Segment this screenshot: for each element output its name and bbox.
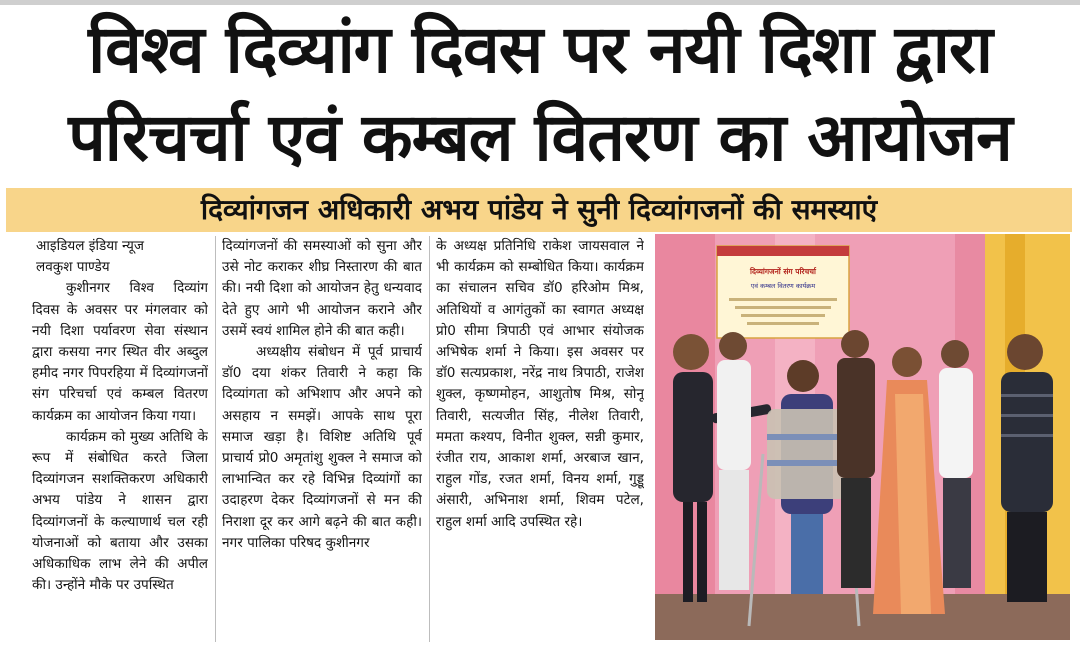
headline-line-2: परिचर्चा एवं कम्बल वितरण का आयोजन [68,99,1012,176]
banner-subtitle: एवं कम्बल वितरण कार्यक्रम [750,282,816,290]
headline [10,10,1070,178]
person-dark-jacket [837,330,875,588]
article-paragraph: अध्यक्षीय संबोधन में पूर्व प्राचार्य डॉ0 दया शंकर तिवारी ने कहा कि दिव्यांगता को अभिशाप और अपने को असहाय न समझें। आपके साथ पूरा समाज खड़ा है। विशिष्ट अतिथि पूर्व प्राचार्य प्रो0 अमृतांशु शुक्ल ने समाज को लाभान्वित कर रहे विभिन्न दिव्यांगों का उदाहरण देकर दिव्यांगजनों से मन की निराशा दूर कर आगे बढ़ने की बात कही। नगर पालिका परिषद कुशीनगर [222,344,422,551]
event-banner [717,246,849,338]
person-white-shirt [939,340,973,588]
subheadline: दिव्यांगजन अधिकारी अभय पांडेय ने सुनी दिव्यांगजनों की समस्याएं [6,188,1072,232]
article-paragraph: के अध्यक्ष प्रतिनिधि राकेश जायसवाल ने भी कार्यक्रम को सम्बोधित किया। कार्यक्रम का संचालन सचिव डॉ0 हरिओम मिश्र, अतिथियों व आगंतुकों का स्वागत अध्यक्ष प्रो0 सीमा त्रिपाठी एवं आभार संयोजक अभिषेक शर्मा ने किया। इस अवसर पर डॉ0 सत्यप्रकाश, नरेंद्र नाथ त्रिपाठी, राजेश शुक्ल, कृष्णमोहन, आशुतोष मिश्र, सोनू तिवारी, सत्यजीत सिंह, नीलेश तिवारी, ममता कश्यप, विनीत शुक्ल, सन्नी कुमार, रंजीत राय, आकाश शर्मा, अरबाज खान, राहुल गोंड, रजत शर्मा, विनय शर्मा, गुड्डू अंसारी, अभिनाश शर्मा, शिवम पटेल, राहुल शर्मा आदि उपस्थित रहे। [436,238,644,530]
article-paragraph: कार्यक्रम को मुख्य अतिथि के रूप में संबोधित करते जिला दिव्यांगजन सशक्तिकरण अधिकारी अभय पांडेय ने शासन द्वारा दिव्यांगजनों के कल्याणार्थ चल रही योजनाओं को बताया और उसका अधिकाधिक लाभ लेने की अपील की। उन्होंने मौके पर उपस्थित [32,428,208,594]
top-rule [0,0,1080,5]
person-checked-shirt [1001,334,1053,602]
headline-line-1: विश्व दिव्यांग दिवस पर नयी दिशा द्वारा [88,11,992,88]
event-photo [655,234,1070,640]
article-paragraph: कुशीनगर विश्व दिव्यांग दिवस के अवसर पर मंगलवार को नयी दिशा पर्यावरण सेवा संस्थान द्वारा कसया नगर स्थित वीर अब्दुल हमीद नगर पिपरहिया में दिव्यांगजनों संग परिचर्चा एवं कम्बल वितरण कार्यक्रम का आयोजन किया गया। [32,280,208,424]
byline-source: आइडियल इंडिया न्यूज [36,238,144,254]
column-divider [429,236,430,642]
person-white-kurta [717,332,751,590]
event-photo-illustration [655,234,1070,640]
column-divider [215,236,216,642]
article-paragraph: दिव्यांगजनों की समस्याओं को सुना और उसे नोट कराकर शीघ्र निस्तारण की बात की। नयी दिशा को आयोजन हेतु धन्यवाद देते हुए आगे भी आयोजन कराने और उसमें स्वयं शामिल होने की बात कही। [222,238,422,339]
article-column-3 [436,236,644,644]
banner-title: दिव्यांगजनों संग परिचर्चा [750,267,816,276]
byline-reporter: लवकुश पाण्डेय [36,259,110,276]
article-column-2 [222,236,422,644]
article-column-1 [32,236,208,644]
